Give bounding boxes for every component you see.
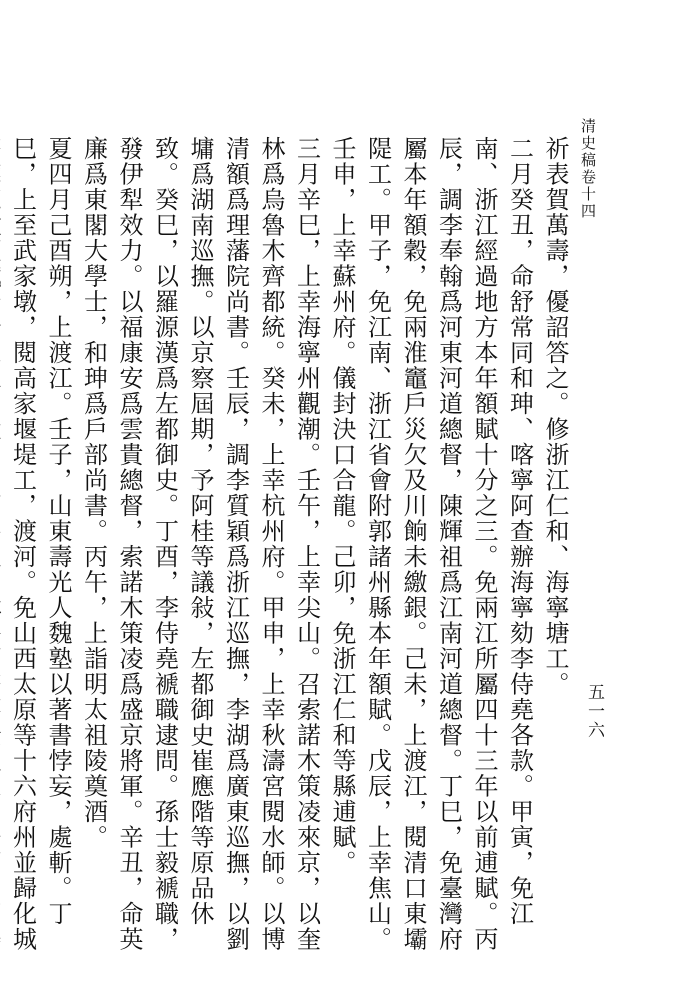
paragraph: 祈表賀萬壽，優詔答之。修浙江仁和、海寧塘工。 — [541, 136, 569, 697]
paragraph: 夏四月己酉朔，上渡江。壬子，山東壽光人魏塾以著書悖妄，處斬。丁巳，上至武家墩，閱高家堰堤工，渡河。免山西太原等十六府州並歸化城 — [8, 136, 72, 952]
running-header-title: 清史稿卷十四 — [579, 118, 597, 220]
paragraph: 二月癸丑，命舒常同和珅、喀寧阿查辦海寧劾李侍堯各款。甲寅，免江南、浙江經過地方本年額賦十分之三。免兩江所屬四十三年以前逋賦。丙辰，調李奉翰爲河東河道總督，陳輝祖爲江南河道總督。丁巳，免臺灣府屬本年額穀，免兩淮竈戶災欠及川餉未繳銀。己未，上渡江，閱清口東壩隄工。甲子，免江南、浙江省會附郭諸州縣本年額賦。戊辰，上幸焦山。壬申，上幸蘇州府。儀封決口合龍。己卯，免浙江仁和等縣逋賦。 — [328, 136, 534, 952]
paragraph: 三月辛巳，上幸海寧州觀潮。壬午，上幸尖山。召索諾木策凌來京，以奎林爲烏魯木齊都統。癸未，上幸杭州府。甲申，上幸秋濤宮閱水師。以博清額爲理藩院尚書。壬辰，調李質穎爲浙江巡撫，李湖爲廣東巡撫，以劉墉爲湖南巡撫。以京察屆期，予阿桂等議敍，左都御史崔應階等原品休致。癸巳，以羅源漢爲左都御史。丁酉，李侍堯褫職逮問。孫士毅褫職，發伊犁效力。以福康安爲雲貴總督，索諾木策凌爲盛京將軍。辛丑，命英廉爲東閣大學士，和珅爲戶部尚書。丙午，上詣明太祖陵奠酒。 — [79, 136, 321, 952]
vertical-text-body — [8, 136, 572, 966]
page-number: 五一六 — [584, 683, 604, 740]
